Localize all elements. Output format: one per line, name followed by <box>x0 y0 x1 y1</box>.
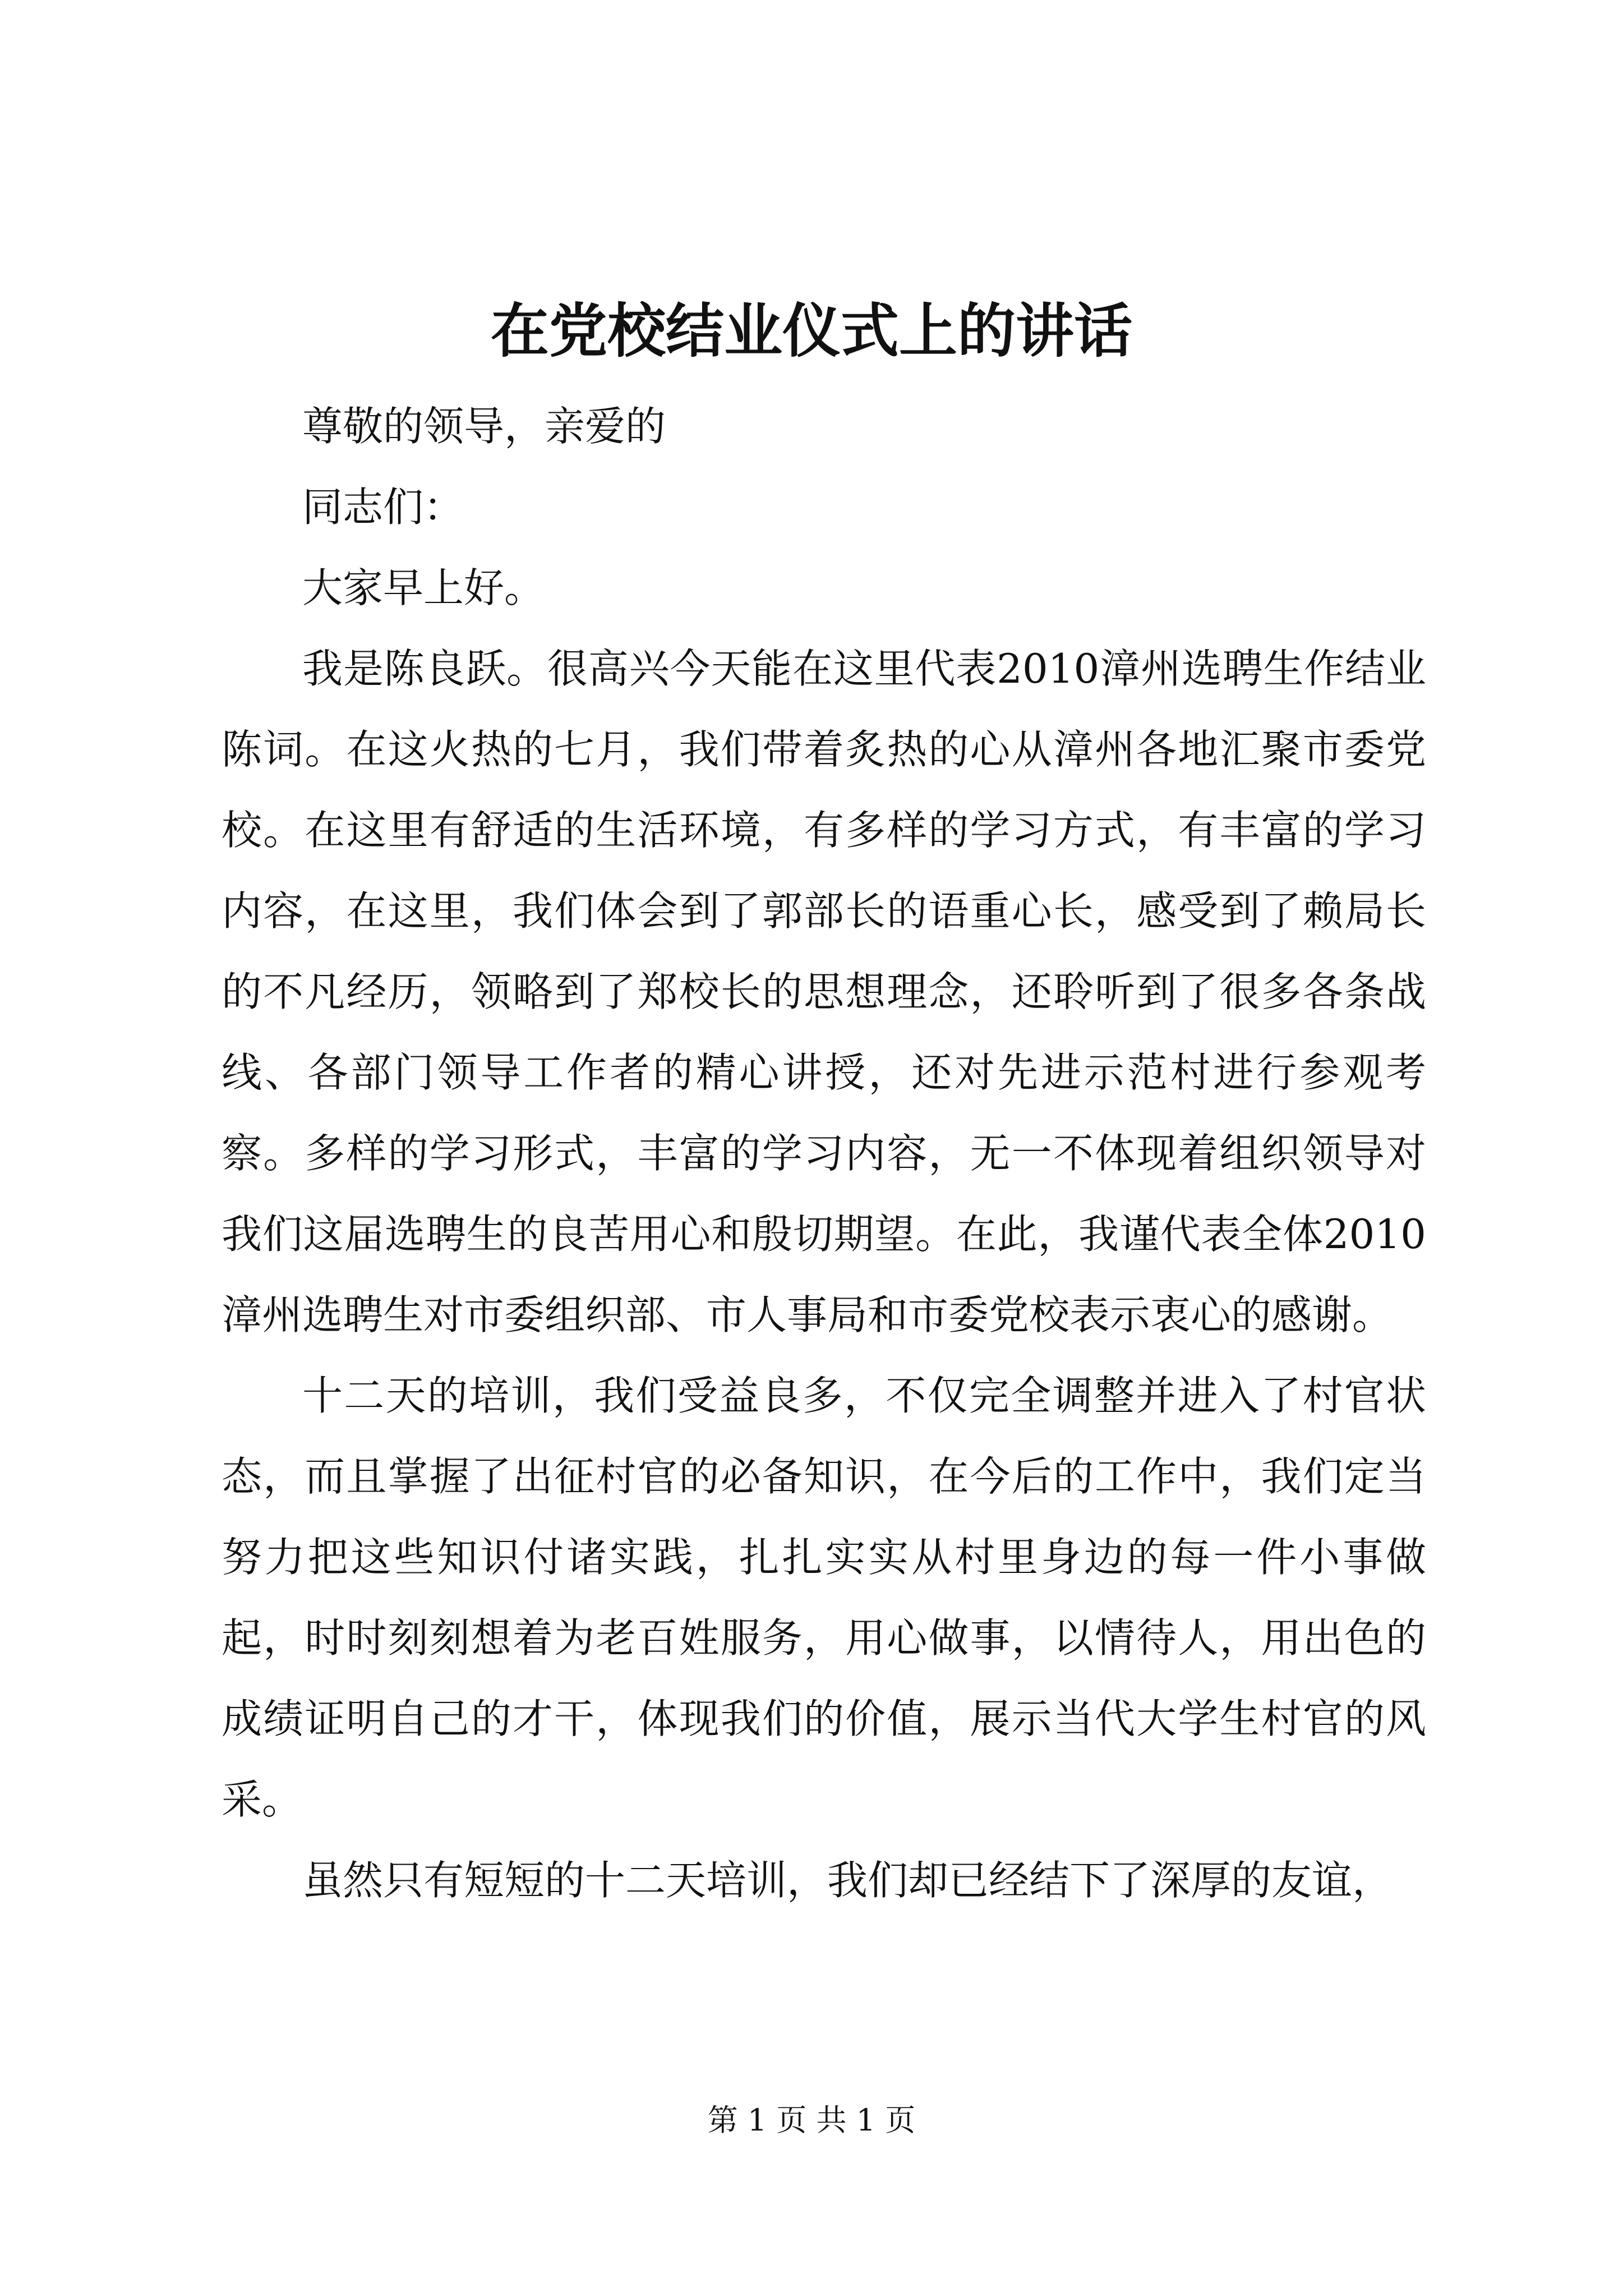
body-paragraph-1: 我是陈良跃。很高兴今天能在这里代表2010漳州选聘生作结业陈词。在这火热的七月，我们带着炙热的心从漳州各地汇聚市委党校。在这里有舒适的生活环境，有多样的学习方式，有丰富的学习内容，在这里，我们体会到了郭部长的语重心长，感受到了赖局长的不凡经历，领略到了郑校长的思想理念，还聆听到了很多各条战线、各部门领导工作者的精心讲授，还对先进示范村进行参观考察。多样的学习形式，丰富的学习内容，无一不体现着组织领导对我们这届选聘生的良苦用心和殷切期望。在此，我谨代表全体2010漳州选聘生对市委组织部、市人事局和市委党校表示衷心的感谢。 <box>222 645 1426 1338</box>
document-body <box>222 386 1426 1921</box>
document-title: 在党校结业仪式上的讲话 <box>490 296 1132 365</box>
body-paragraph-2: 十二天的培训，我们受益良多，不仅完全调整并进入了村官状态，而且掌握了出征村官的必备知识，在今后的工作中，我们定当努力把这些知识付诸实践，扎扎实实从村里身边的每一件小事做起，时时刻刻想着为老百姓服务，用心做事，以情待人，用出色的成绩证明自己的才干，体现我们的价值，展示当代大学生村官的风采。 <box>222 1372 1426 1823</box>
page-footer: 第 1 页 共 1 页 <box>707 2102 916 2138</box>
salutation-line-2: 同志们： <box>302 484 464 531</box>
salutation-line-1: 尊敬的领导，亲爱的 <box>302 403 666 450</box>
greeting-paragraph: 大家早上好。 <box>302 564 545 611</box>
body-paragraph-3: 虽然只有短短的十二天培训，我们却已经结下了深厚的友谊， <box>302 1857 1393 1904</box>
